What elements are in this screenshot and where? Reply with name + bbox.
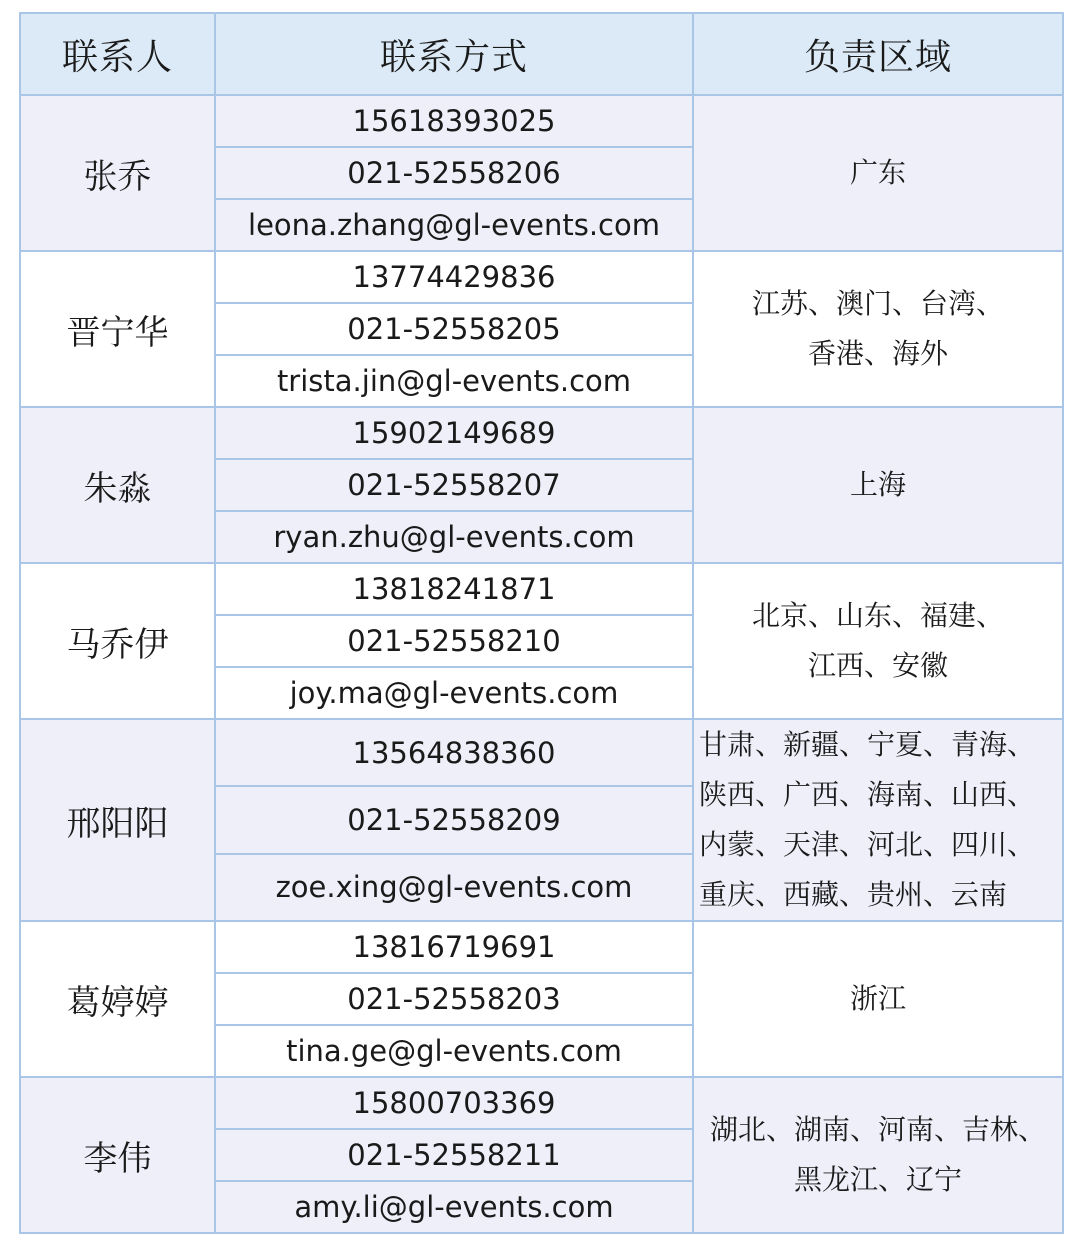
phone-number: 021-52558210 — [215, 615, 693, 667]
phone-number: 021-52558205 — [215, 303, 693, 355]
region-text: 上海 — [849, 468, 906, 501]
contact-name: 朱淼 — [20, 407, 215, 563]
mobile-number: 13564838360 — [215, 719, 693, 786]
header-contact-method: 联系方式 — [215, 13, 693, 95]
region-cell — [693, 95, 1063, 251]
table-row — [20, 95, 1063, 147]
phone-number: 021-52558207 — [215, 459, 693, 511]
table-row — [20, 251, 1063, 303]
region-cell — [693, 407, 1063, 563]
contact-name: 张乔 — [20, 95, 215, 251]
mobile-number: 13774429836 — [215, 251, 693, 303]
header-row — [20, 13, 1063, 95]
region-text: 广东 — [849, 156, 906, 189]
region-text: 浙江 — [849, 982, 906, 1015]
email-address: trista.jin@gl-events.com — [215, 355, 693, 407]
region-cell — [693, 719, 1063, 921]
region-text: 黑龙江、辽宁 — [793, 1163, 962, 1196]
table-row — [20, 1077, 1063, 1129]
region-text: 陕西、广西、海南、山西、 — [699, 778, 1036, 811]
header-region: 负责区域 — [693, 13, 1063, 95]
region-text: 内蒙、天津、河北、四川、 — [699, 828, 1036, 861]
region-text: 江西、安徽 — [807, 649, 948, 682]
contact-name: 邢阳阳 — [20, 719, 215, 921]
region-cell — [693, 251, 1063, 407]
phone-number: 021-52558211 — [215, 1129, 693, 1181]
contact-name: 晋宁华 — [20, 251, 215, 407]
phone-number: 021-52558209 — [215, 786, 693, 853]
contact-table — [19, 12, 1064, 1234]
table-row — [20, 407, 1063, 459]
region-text: 北京、山东、福建、 — [751, 599, 1004, 632]
table-row — [20, 921, 1063, 973]
region-text: 江苏、澳门、台湾、 — [751, 287, 1004, 320]
mobile-number: 15902149689 — [215, 407, 693, 459]
mobile-number: 15618393025 — [215, 95, 693, 147]
email-address: tina.ge@gl-events.com — [215, 1025, 693, 1077]
email-address: ryan.zhu@gl-events.com — [215, 511, 693, 563]
mobile-number: 13818241871 — [215, 563, 693, 615]
email-address: leona.zhang@gl-events.com — [215, 199, 693, 251]
email-address: joy.ma@gl-events.com — [215, 667, 693, 719]
header-contact-person: 联系人 — [20, 13, 215, 95]
region-text: 重庆、西藏、贵州、云南 — [699, 878, 1008, 911]
email-address: amy.li@gl-events.com — [215, 1181, 693, 1233]
mobile-number: 13816719691 — [215, 921, 693, 973]
phone-number: 021-52558203 — [215, 973, 693, 1025]
region-cell — [693, 1077, 1063, 1233]
region-text: 甘肃、新疆、宁夏、青海、 — [699, 728, 1036, 761]
table-row — [20, 719, 1063, 786]
phone-number: 021-52558206 — [215, 147, 693, 199]
region-text: 湖北、湖南、河南、吉林、 — [709, 1113, 1046, 1146]
table-row — [20, 563, 1063, 615]
contact-name: 葛婷婷 — [20, 921, 215, 1077]
region-text: 香港、海外 — [807, 337, 948, 370]
region-cell — [693, 921, 1063, 1077]
mobile-number: 15800703369 — [215, 1077, 693, 1129]
email-address: zoe.xing@gl-events.com — [215, 854, 693, 921]
contact-name: 马乔伊 — [20, 563, 215, 719]
contact-name: 李伟 — [20, 1077, 215, 1233]
region-cell — [693, 563, 1063, 719]
